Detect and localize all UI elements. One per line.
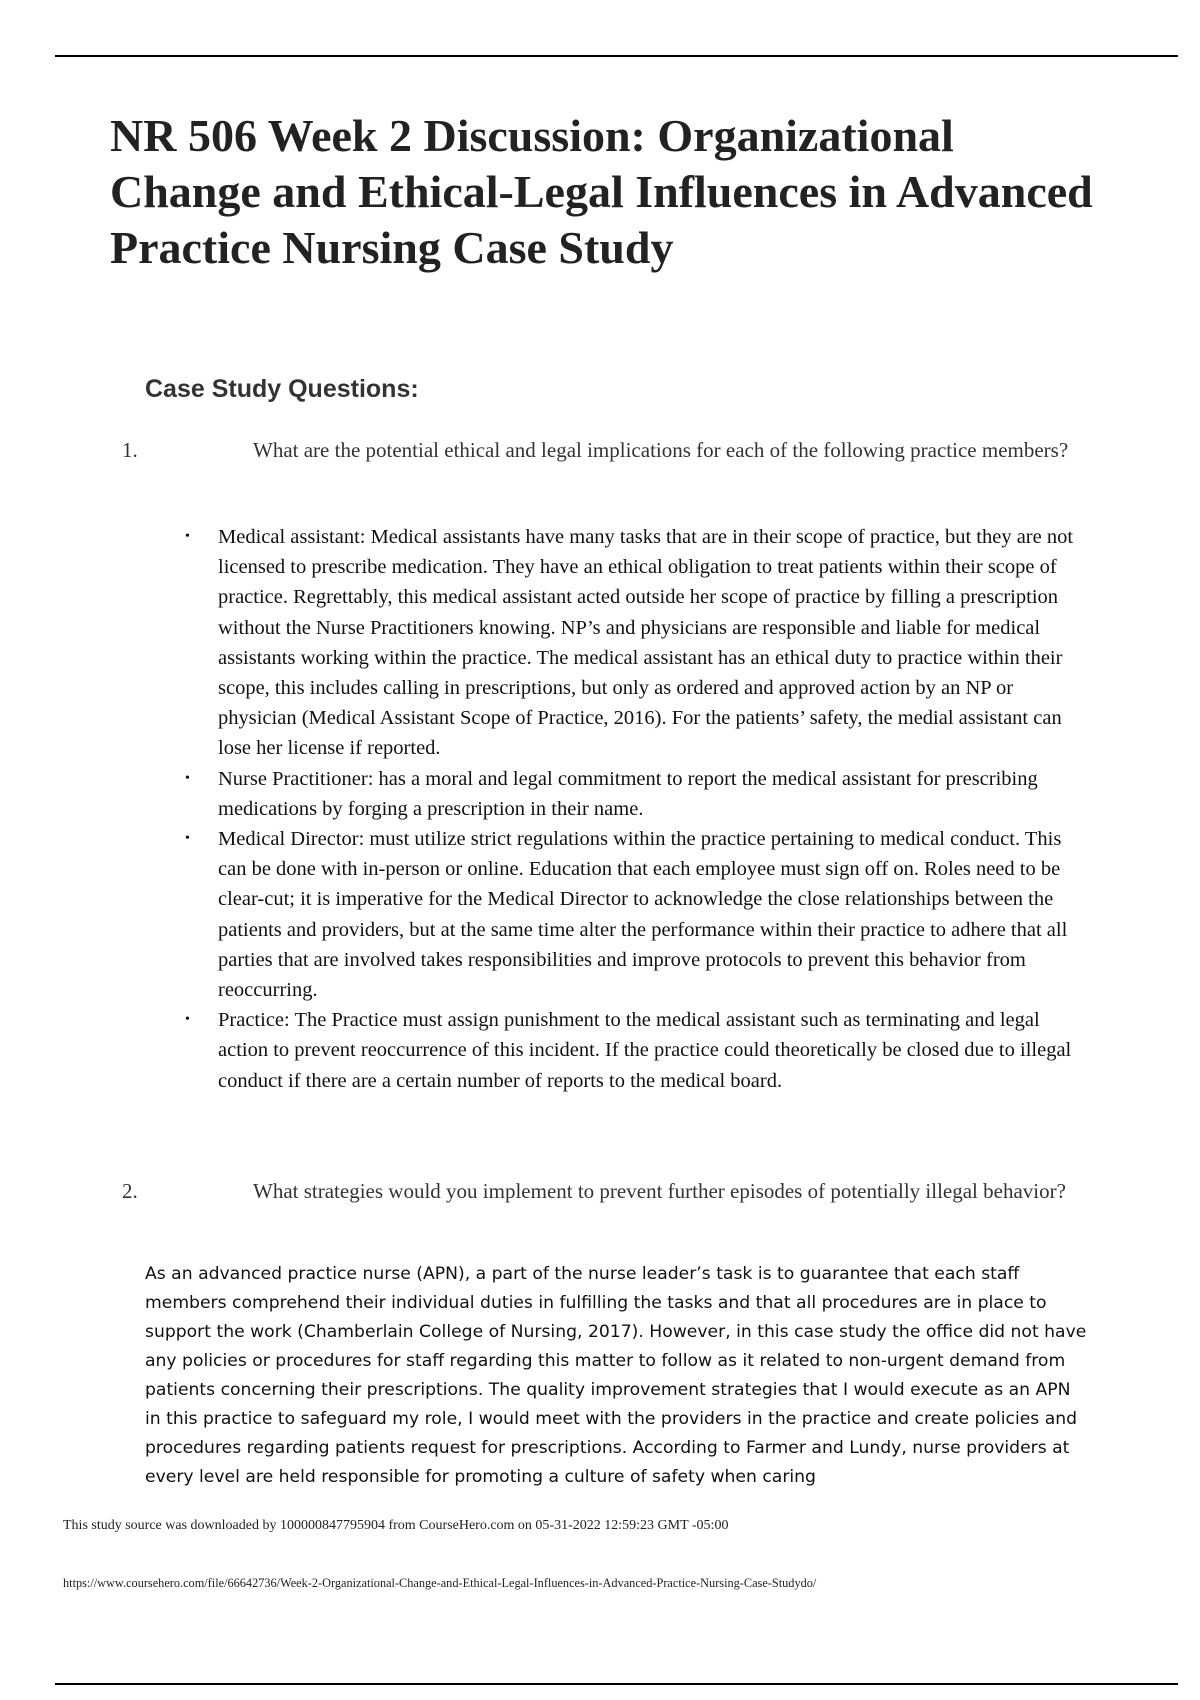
question-number: 1. xyxy=(122,438,138,462)
question-2 xyxy=(122,1178,1082,1205)
bottom-rule xyxy=(55,1683,1178,1685)
list-item xyxy=(178,522,1088,764)
list-item xyxy=(178,764,1088,824)
bullet-icon: • xyxy=(185,529,190,544)
question-text: What strategies would you implement to prevent further episodes of potentially illegal behavior? xyxy=(253,1179,1066,1203)
list-item-text: Nurse Practitioner: has a moral and legal commitment to report the medical assistant for prescribing medications by forging a prescription in their name. xyxy=(218,767,1038,820)
list-item xyxy=(178,824,1088,1005)
bullet-icon: • xyxy=(185,831,190,847)
question-1 xyxy=(122,437,1082,464)
question-text: What are the potential ethical and legal implications for each of the following practice members? xyxy=(253,438,1069,462)
answer-paragraph: As an advanced practice nurse (APN), a part of the nurse leader’s task is to guarantee that each staff members comprehend their individual duties in fulfilling the tasks and that all procedures are in place to support the work (Chamberlain College of Nursing, 2017). However, in this case study the office did not have any policies or procedures for staff regarding this matter to follow as it related to non-urgent demand from patients concerning their prescriptions. The quality improvement strategies that I would execute as an APN in this practice to safeguard my role, I would meet with the providers in the practice and create policies and procedures regarding patients request for prescriptions. According to Farmer and Lundy, nurse providers at every level are held responsible for promoting a culture of safety when caring xyxy=(145,1264,1087,1487)
top-rule xyxy=(55,55,1178,57)
list-item-text: Medical Director: must utilize strict regulations within the practice pertaining to medical conduct. This can be done with in-person or online. Education that each employee must sign off on. Roles need to be clear-cut; it is imperative for the Medical Director to acknowledge the close relationships between the patients and providers, but at the same time alter the performance within their practice to adhere that all parties that are involved takes responsibilities and improve protocols to prevent this behavior from reoccurring. xyxy=(218,828,1068,1002)
implications-list xyxy=(178,522,1088,1096)
section-heading: Case Study Questions: xyxy=(145,375,419,403)
bullet-icon: • xyxy=(185,770,190,786)
bullet-icon: • xyxy=(185,1012,190,1028)
question-number: 2. xyxy=(122,1179,138,1203)
download-source-note: This study source was downloaded by 100000847795904 from CourseHero.com on 05-31-2022 12:59:23 GMT -05:00 xyxy=(63,1518,729,1533)
list-item-text: Medical assistant: Medical assistants have many tasks that are in their scope of practice, but they are not licensed to prescribe medication. They have an ethical obligation to treat patients within their scope of practice. Regrettably, this medical assistant acted outside her scope of practice by filling a prescription without the Nurse Practitioners knowing. NP’s and physicians are responsible and liable for medical assistants working within the practice. The medical assistant has an ethical duty to practice within their scope, this includes calling in prescriptions, but only as ordered and approved action by an NP or physician (Medical Assistant Scope of Practice, 2016). For the patients’ safety, the medial assistant can lose her license if reported. xyxy=(218,526,1074,760)
list-item xyxy=(178,1005,1088,1096)
source-url: https://www.coursehero.com/file/66642736/Week-2-Organizational-Change-and-Ethical-Legal-Influences-in-Advanced-Practice-Nursing-Case-Studydo/ xyxy=(63,1576,817,1590)
document-title: NR 506 Week 2 Discussion: Organizational Change and Ethical-Legal Influences in Advanced Practice Nursing Case Study xyxy=(110,110,1093,273)
list-item-text: Practice: The Practice must assign punishment to the medical assistant such as terminating and legal action to prevent reoccurrence of this incident. If the practice could theoretically be closed due to illegal conduct if there are a certain number of reports to the medical board. xyxy=(218,1009,1072,1092)
